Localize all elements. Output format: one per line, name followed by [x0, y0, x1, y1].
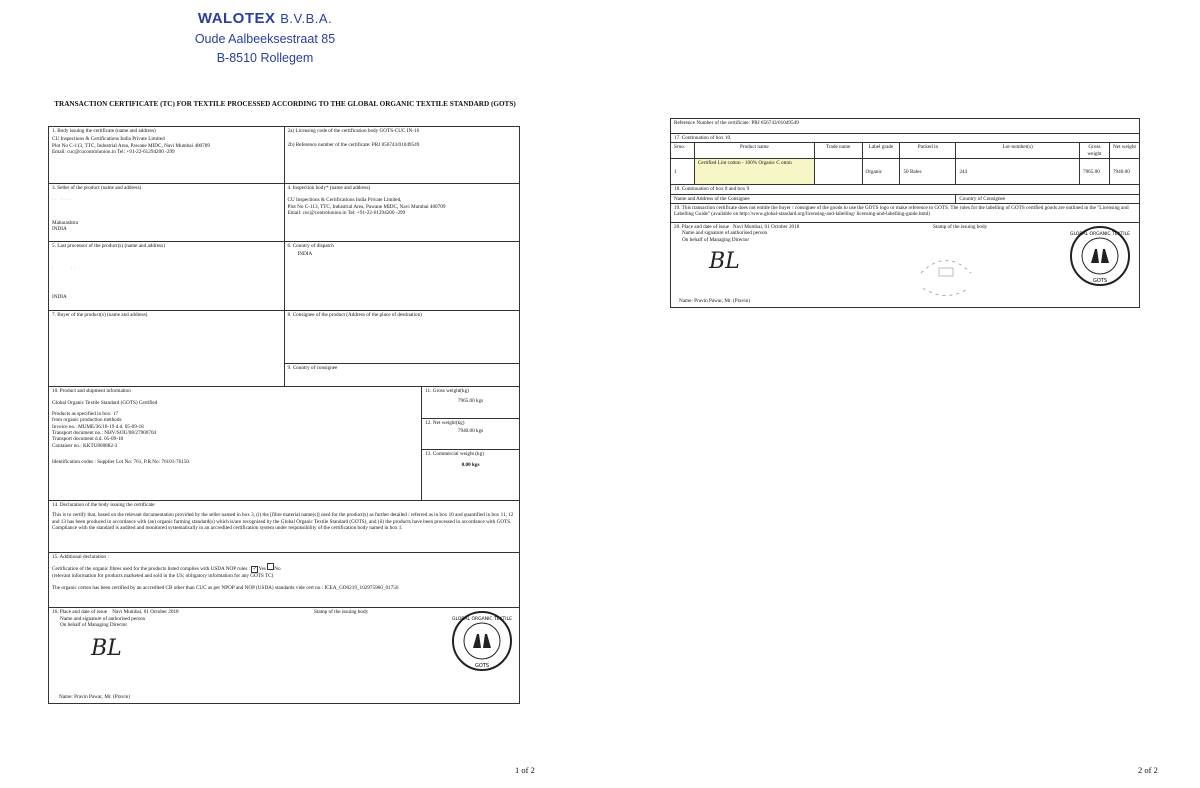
- gots-logo-top-text: GLOBAL ORGANIC TEXTILE: [451, 617, 513, 623]
- usda-yes-checkbox: ✓: [252, 566, 257, 572]
- box-12: 12. Net weight(kg) 7940.00 kgs: [422, 418, 520, 450]
- gots-logo: [451, 610, 513, 672]
- box-11: 11. Gross weight(kg) 7965.00 kgs: [422, 387, 520, 419]
- box-9: 9. Country of consignee: [284, 363, 520, 386]
- page-number-1: 1 of 2: [515, 765, 535, 775]
- gots-logo-bottom-text: GOTS: [474, 663, 490, 670]
- box-17-label: 17. Continuation of box 10.: [671, 134, 1140, 143]
- box-16: 16. Place and date of issue Navi Mumbai, 01 October 2018 Stamp of the issuing body Name and signature of authorised person On behalf of Managing Director BL Name: Pravin Pawar, Mr. (Pravin) GLOBAL ORGANIC TEXTILE GOTS: [49, 608, 520, 704]
- page-number-2: 2 of 2: [1138, 765, 1158, 775]
- box-18-country: Country of Consignee: [956, 194, 1140, 203]
- box-15: 15. Additional declaration : Certification of the organic fibres used for the products listed complies with USDA NOP rules : ✓Yes No (relevant information for products marketed and sold in the US; obligatory information for any GOTS TC) The organic cotton has been certified by an accredited CB other than CUC as per NPOP and NOP (USDA) standards vide cert no.: ICEA_GO0219_102975960_01756: [49, 553, 520, 608]
- box-10: 10. Product and shipment information Global Organic Textile Standard (GOTS) Certified Products as specified in box: 17 from organic production methods Invoice no.: MUME/36/18-19 d.d. 05-09-18 Transport document no.: NHV/SOU/08/27900704 Transport document d.d. 05-09-18 Container no.: KKTU800882-3 Identification codes : Supplier Lot No: 761, P.R.No: 76101-76150.: [49, 387, 422, 501]
- box-5: 5. Last processor of the product(s) (name and address) ‧ ‧ ‧ INDIA: [49, 241, 285, 310]
- gots-logo-bottom-text: GOTS: [1092, 278, 1108, 285]
- company-street: Oude Aalbeeksestraat 85: [194, 32, 336, 46]
- box-18-consignee: Name and Address of the Consignee: [671, 194, 956, 203]
- box-13: 13. Commercial weight (kg) 0.00 kgs: [422, 450, 520, 501]
- box-3: 3. Seller of the product (name and address) ‧ ‧ ‧ ‧ ‧ ‧ Maharashtra INDIA: [49, 183, 285, 241]
- gots-logo: [1069, 225, 1131, 287]
- page1-title: TRANSACTION CERTIFICATE (TC) FOR TEXTILE PROCESSED ACCORDING TO THE GLOBAL ORGANIC TEXTILE STANDARD (GOTS): [54, 100, 516, 108]
- box-1: 1. Body issuing the certificate (name and address) CU Inspections & Certifications India Private Limited Plot No C-113, TTC, Industrial Area, Pawane MIDC, Navi Mumbai 400709 Email: cuc@cucontrolunion.in Tel: +91-22-61294200 -299: [49, 127, 285, 184]
- box-7: 7. Buyer of the product(s) (name and address): [49, 311, 285, 387]
- table-row: 1 Certified Lint cotton - 100% Organic C otton Organic 50 Bales 244 7965.00 7940.00: [671, 159, 1140, 185]
- box-17-header-row: Srno. Product name Trade name Label grade Packed in Lot-number(s) Gross weight Net weight: [671, 143, 1140, 159]
- company-city: B-8510 Rollegem: [216, 51, 314, 65]
- box-19: 19. This transaction certificate does not entitle the buyer / consignee of the goods to use the GOTS logo or make reference to GOTS. The rules for the labelling of GOTS certified goods are outlined in the "Licensing and Labelling Guide" (available on http://www.global-standard.org/licensing-and-labelling/ licensing-and-labelling-guide.html): [671, 204, 1140, 223]
- box-4: 4. Inspection body* (name and address) CU Inspections & Certifications India Private Limited, Plot No C-113, TTC, Industrial Area, Pawane MIDC, Navi Mumbai 400709 Email: cuc@controlunion.in Tel: +91-22-61294200 -299: [284, 183, 520, 241]
- box-14: 14. Declaration of the body issuing the certificate This is to certify that, based on the relevant documentation provided by the seller named in box 3, (i) the [fibre material name(s)] used for the product(s) as further detailed / referred as in box 10 and quantified in box 11, 12 and 13 has been produced in accordance with (an) organic farming standard(s) which is/are recognized by the Global Organic Textile Standard (GOTS), and (ii) the products have been processed in accordance with GOTS. Compliance with the standard is audited and monitored systematically in an accredited certification system under responsibility of the certification body named in box 1.: [49, 500, 520, 553]
- box-6: 6. Country of dispatch INDIA: [284, 241, 520, 310]
- certificate-page-1: [48, 126, 520, 704]
- certificate-page-2: [670, 118, 1140, 308]
- signature: BL: [91, 636, 122, 662]
- box-2: 2a) Licensing code of the certification body GOTS-CUC IN-16 2b) Reference number of the certificate: PRJ 856743/01049549: [284, 127, 520, 184]
- faded-stamp: [911, 243, 981, 303]
- signature: BL: [709, 249, 740, 275]
- gots-logo-top-text: GLOBAL ORGANIC TEXTILE: [1069, 232, 1131, 238]
- box-18-label: 18. Continuation of box 8 and box 9: [671, 185, 1140, 194]
- box-8: 8. Consignee of the product (Address of the place of destination): [284, 311, 520, 364]
- company-name: WALOTEX B.V.B.A.: [197, 10, 333, 27]
- box-20: 20. Place and date of issue Navi Mumbai, 01 October 2018 Stamp of the issuing body Name and signature of authorised person On behalf of Managing Director BL Name: Pravin Pawar, Mr. (Pravin) GLOBAL ORGANIC TEXTILE GOTS: [671, 223, 1140, 308]
- reference-number: Reference Number of the certificate: PRJ 856743/01049549: [671, 119, 1140, 134]
- letterhead-stamp: [150, 10, 380, 65]
